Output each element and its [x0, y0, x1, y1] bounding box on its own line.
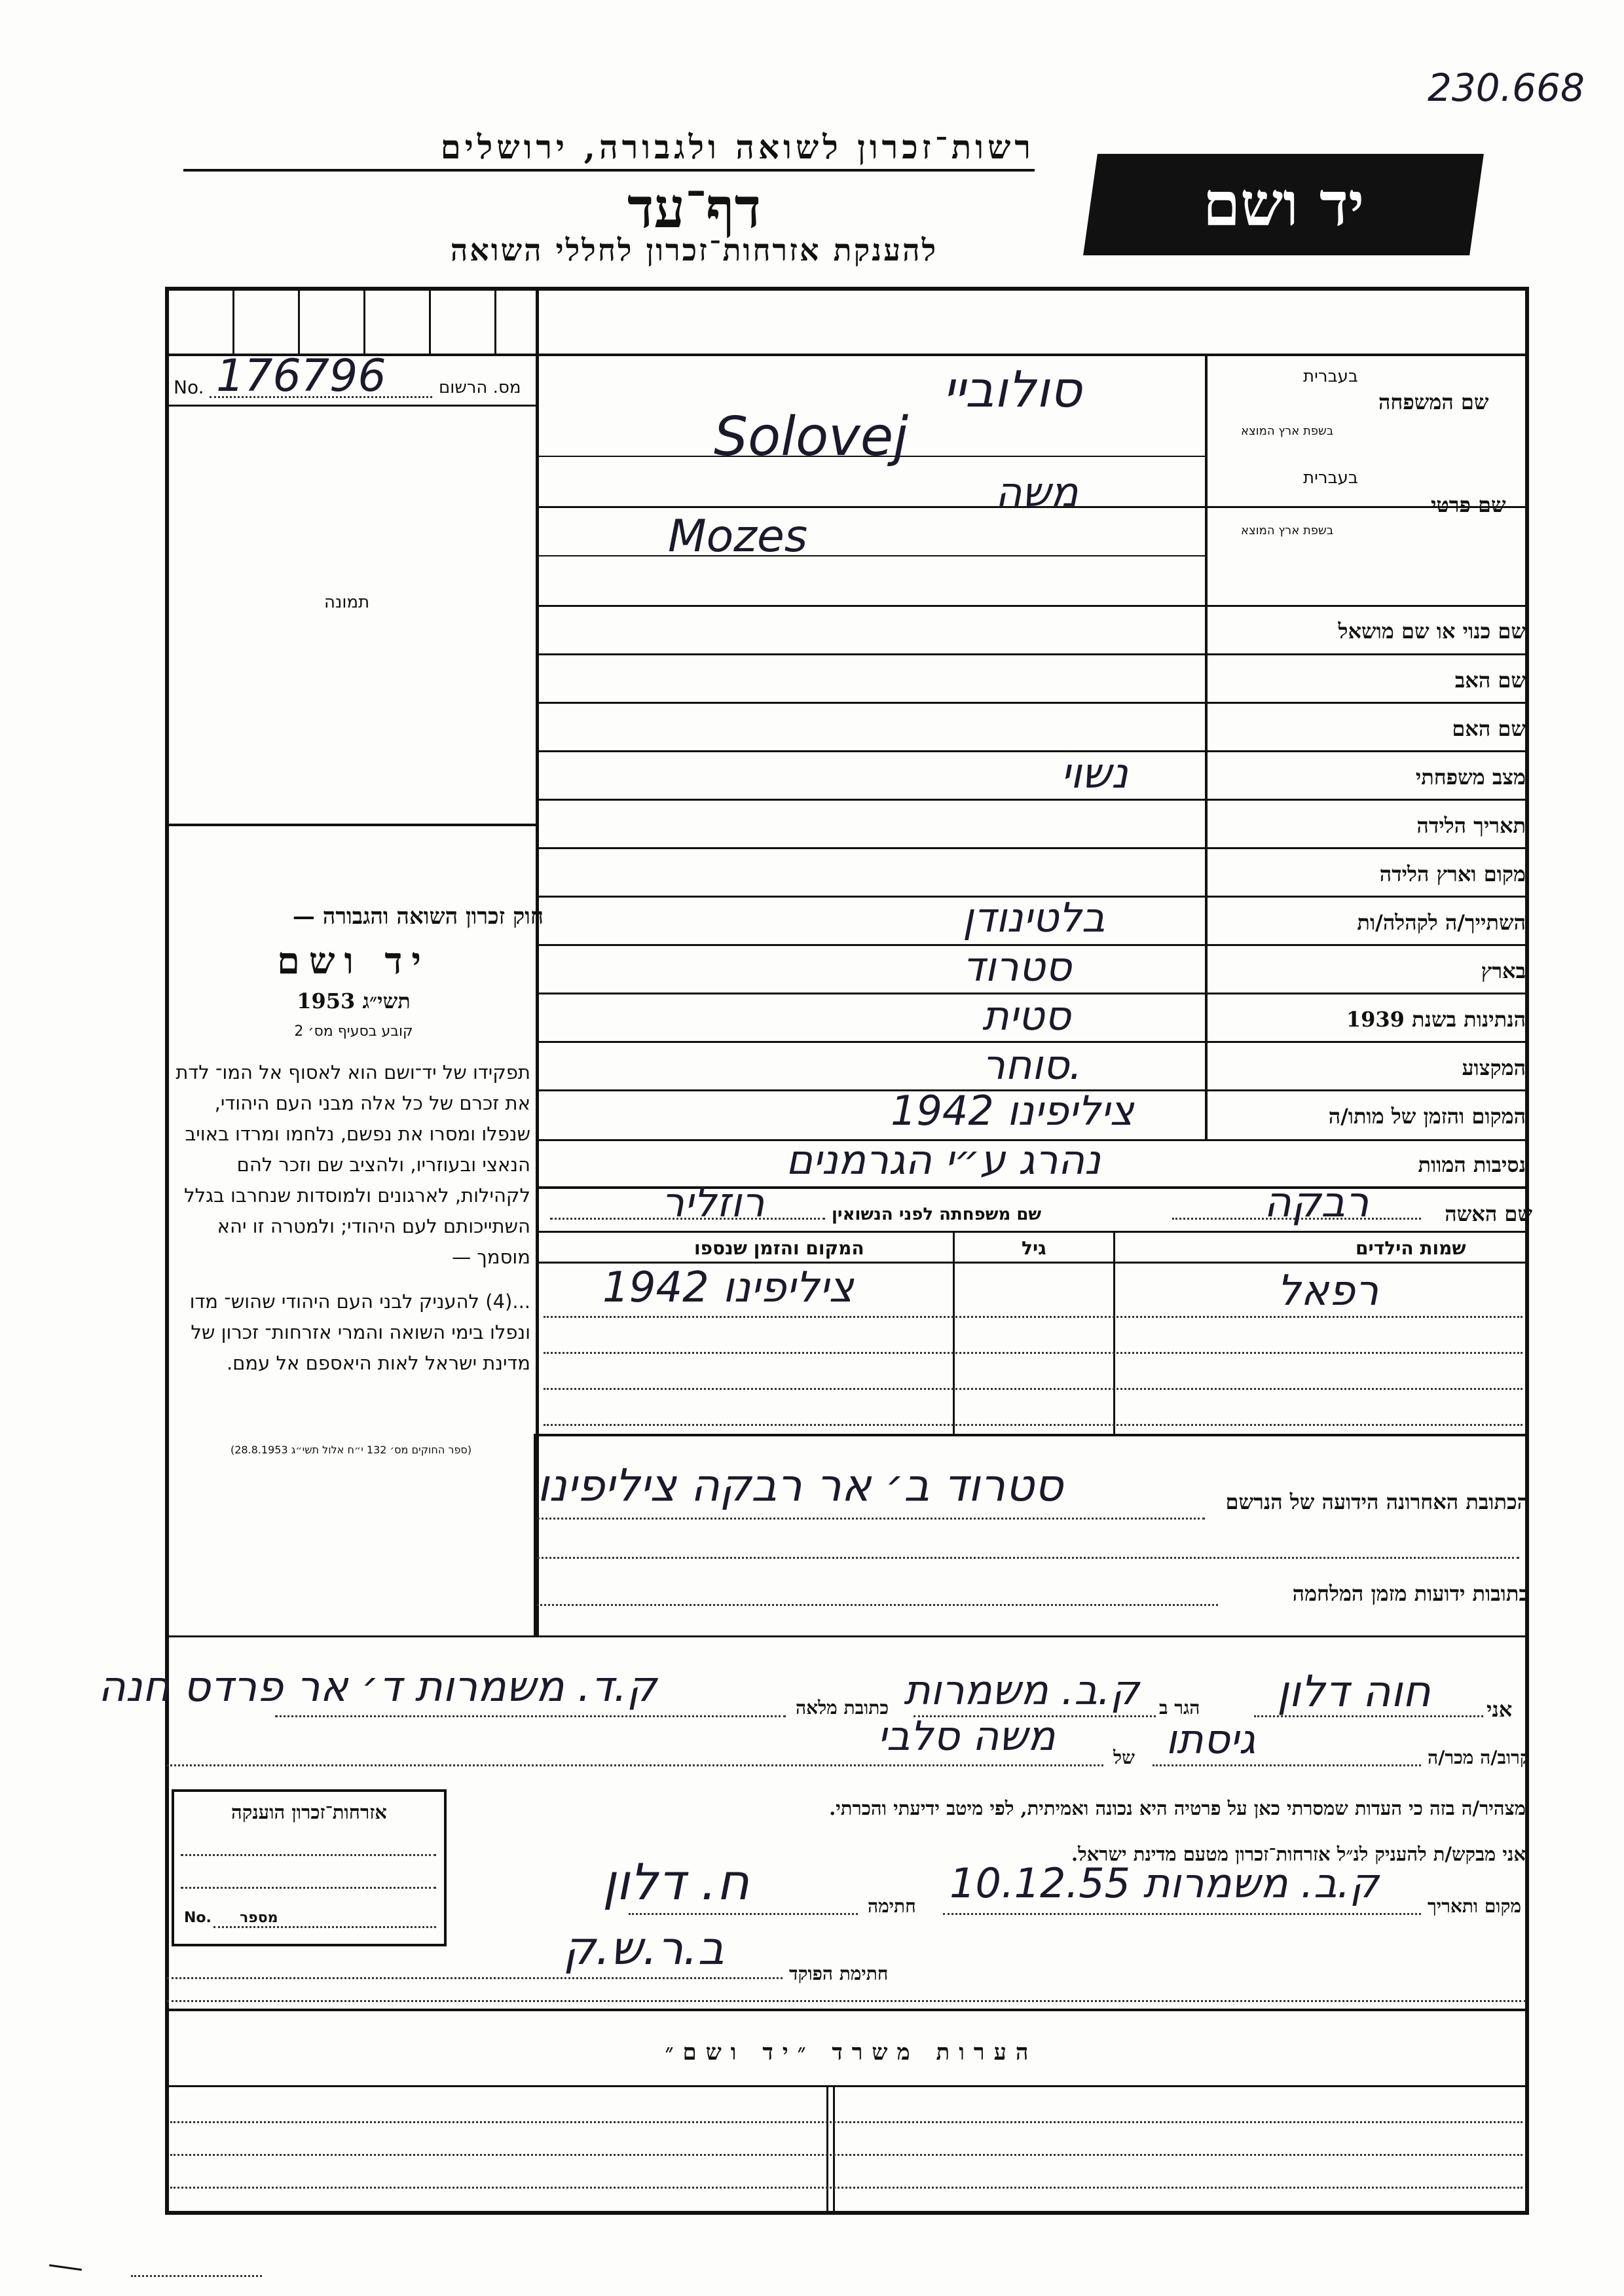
officer-label: חתימת הפוקד: [789, 1963, 889, 1984]
community-label: השתייך/ה לקהלה/ות: [1357, 910, 1526, 935]
office-notes-title: הערות משרד ״יד ושם״: [665, 2039, 1038, 2066]
witness-full-address: ק.ד. משמרות ד׳ אר פרדס חנה: [98, 1663, 657, 1711]
nickname-label: שם כנוי או שם מושאל: [1338, 619, 1526, 644]
mother-name-label: שם האם: [1452, 716, 1526, 741]
family-name-hebrew: סולוביי: [943, 360, 1082, 418]
war-addresses-label: כתובות ידועות מזמן המלחמה: [1292, 1581, 1529, 1606]
country-value: סטרוד: [963, 943, 1072, 991]
citizenship-box-title: אזרחות־זכרון הוענקה: [231, 1801, 387, 1823]
profession-value: סוחר.: [982, 1041, 1082, 1089]
family-name-origin: Solovej: [714, 406, 908, 468]
first-name-origin: Mozes: [668, 511, 808, 562]
community-value: בלטינודן: [963, 894, 1105, 941]
signature-label: חתימה: [868, 1895, 916, 1917]
death-place-time-label: המקום והזמן של מותו/ה: [1328, 1104, 1526, 1129]
citizenship-box-number-label: מספר: [240, 1910, 278, 1926]
spouse-maiden-label: שם משפחתה לפני הנשואין: [832, 1205, 1042, 1224]
citizenship-1939-value: סטית: [982, 992, 1071, 1040]
witness-relative-label: קרוב/ה מכר/ה: [1428, 1747, 1530, 1768]
law-title: חוק זכרון השואה והגבורה —: [292, 903, 544, 930]
law-text-1: תפקידו של יד־ושם הוא לאסוף אל המו־ לדת את זכרם של כל אלה מבני העם היהודי, שנפלו ומסרו את נפשם, נלחמו ומרדו באויב הנאצי ובעוזריו, ולהציב שם וזכר להם לקהילות, לארגונים ולמוסדות שנחרבו בגלל השתייכותם לעם היהודי; ולמטרה זו יהא מוסמך —: [175, 1061, 530, 1268]
witness-request: אני מבקש/ת להעניק לנ״ל אזרחות־זכרון מטעם מדינת ישראל.: [1071, 1843, 1526, 1865]
children-col-place: המקום והזמן שנספו: [694, 1237, 864, 1259]
last-address-label: הכתובת האחרונה הידועה של הנרשם: [1225, 1489, 1529, 1514]
spouse-label: שם האשה: [1445, 1201, 1532, 1226]
first-name-sub-hebrew: בעברית: [1303, 468, 1358, 488]
citizenship-box: [172, 1789, 447, 1946]
archive-number: 230.668: [1428, 65, 1585, 110]
law-clause: קובע בסעיף מס׳ 2: [294, 1023, 413, 1040]
family-name-sub-hebrew: בעברית: [1303, 367, 1358, 386]
law-year: תשי״ג 1953: [297, 989, 411, 1013]
witness-of-label: של: [1113, 1747, 1135, 1768]
law-citation: (ספר החוקים מס׳ 132 י״ח אלול תשי״ג 28.8.1953): [230, 1444, 472, 1456]
witness-full-address-label: כתובת מלאה: [796, 1697, 889, 1719]
death-circumstances-label: נסיבות המוות: [1418, 1152, 1526, 1177]
logo-text: יד ושם: [1202, 169, 1365, 240]
witness-resident-label: הגר ב: [1159, 1697, 1200, 1719]
birth-date-label: תאריך הלידה: [1416, 813, 1526, 838]
officer-signature: ב.ר.ש.ק: [563, 1922, 724, 1975]
witness-of-name: משה סלבי: [877, 1712, 1056, 1760]
yad-vashem-logo: [1083, 154, 1484, 255]
registration-no-label: No.: [174, 376, 204, 398]
authority-header: רשות־זכרון לשואה ולגבורה, ירושלים: [183, 128, 1035, 172]
form-title: דף־עד: [627, 175, 761, 240]
witness-relation: גיסתו: [1166, 1715, 1256, 1763]
law-text-2: ...(4) להעניק לבני העם היהודי שהוש־ מדו ונפלו בימי השואה והמרי אזרחות־ זכרון של מדינת ישראל לאות היאספם אל עמם.: [189, 1290, 530, 1374]
law-name: יד ושם: [276, 939, 431, 983]
birth-place-label: מקום וארץ הלידה: [1379, 862, 1526, 886]
place-date-value: ק.ב. משמרות 10.12.55: [950, 1859, 1379, 1907]
witness-resident: ק.ב. משמרות: [904, 1666, 1139, 1714]
father-name-label: שם האב: [1454, 668, 1526, 693]
marital-status-value: נשוי: [1061, 750, 1128, 798]
death-circumstances-value: נהרג ע״י הגרמנים: [786, 1136, 1101, 1184]
citizenship-1939-label: הנתינות בשנת 1939: [1346, 1007, 1526, 1032]
death-place-time-value: ציליפינו 1942: [891, 1087, 1134, 1135]
children-col-names: שמות הילדים: [1356, 1237, 1466, 1259]
marital-status-label: מצב משפחתי: [1415, 765, 1526, 790]
witness-name: חוה דלון: [1277, 1666, 1431, 1717]
photo-label: תמונה: [324, 592, 370, 612]
family-name-label: שם המשפחה: [1378, 390, 1489, 414]
family-name-sub-origin: בשפת ארץ המוצא: [1241, 424, 1334, 438]
child-death-place: ציליפינו 1942: [602, 1264, 854, 1312]
first-name-sub-origin: בשפת ארץ המוצא: [1241, 524, 1334, 538]
first-name-hebrew: משה: [995, 468, 1079, 516]
citizenship-box-no-label: No.: [184, 1910, 212, 1926]
registration-number: 176796: [216, 350, 386, 402]
profession-label: המקצוע: [1462, 1055, 1526, 1080]
witness-signature: ח. דלון: [602, 1853, 750, 1911]
place-date-label: מקום ותאריך: [1428, 1895, 1522, 1917]
children-col-age: גיל: [1022, 1237, 1046, 1259]
registration-label: מס. הרשום: [439, 378, 521, 397]
witness-declaration: מצהיר/ה בזה כי העדות שמסרתי כאן על פרטיה היא נכונה ואמיתית, לפי מיטב ידיעתי והכרתי.: [829, 1797, 1526, 1819]
first-name-label: שם פרטי: [1431, 492, 1506, 517]
witness-i-label: אני: [1486, 1697, 1513, 1722]
country-label: בארץ: [1481, 958, 1526, 983]
spouse-name: רבקה: [1264, 1178, 1369, 1227]
child-name: רפאל: [1277, 1267, 1379, 1315]
spouse-maiden-name: רוזליר: [661, 1178, 765, 1226]
form-subtitle: להענקת אזרחות־זכרון לחללי השואה: [450, 232, 938, 268]
last-address-value: סטרוד ב׳ אר רבקה ציליפינו: [537, 1460, 1063, 1512]
